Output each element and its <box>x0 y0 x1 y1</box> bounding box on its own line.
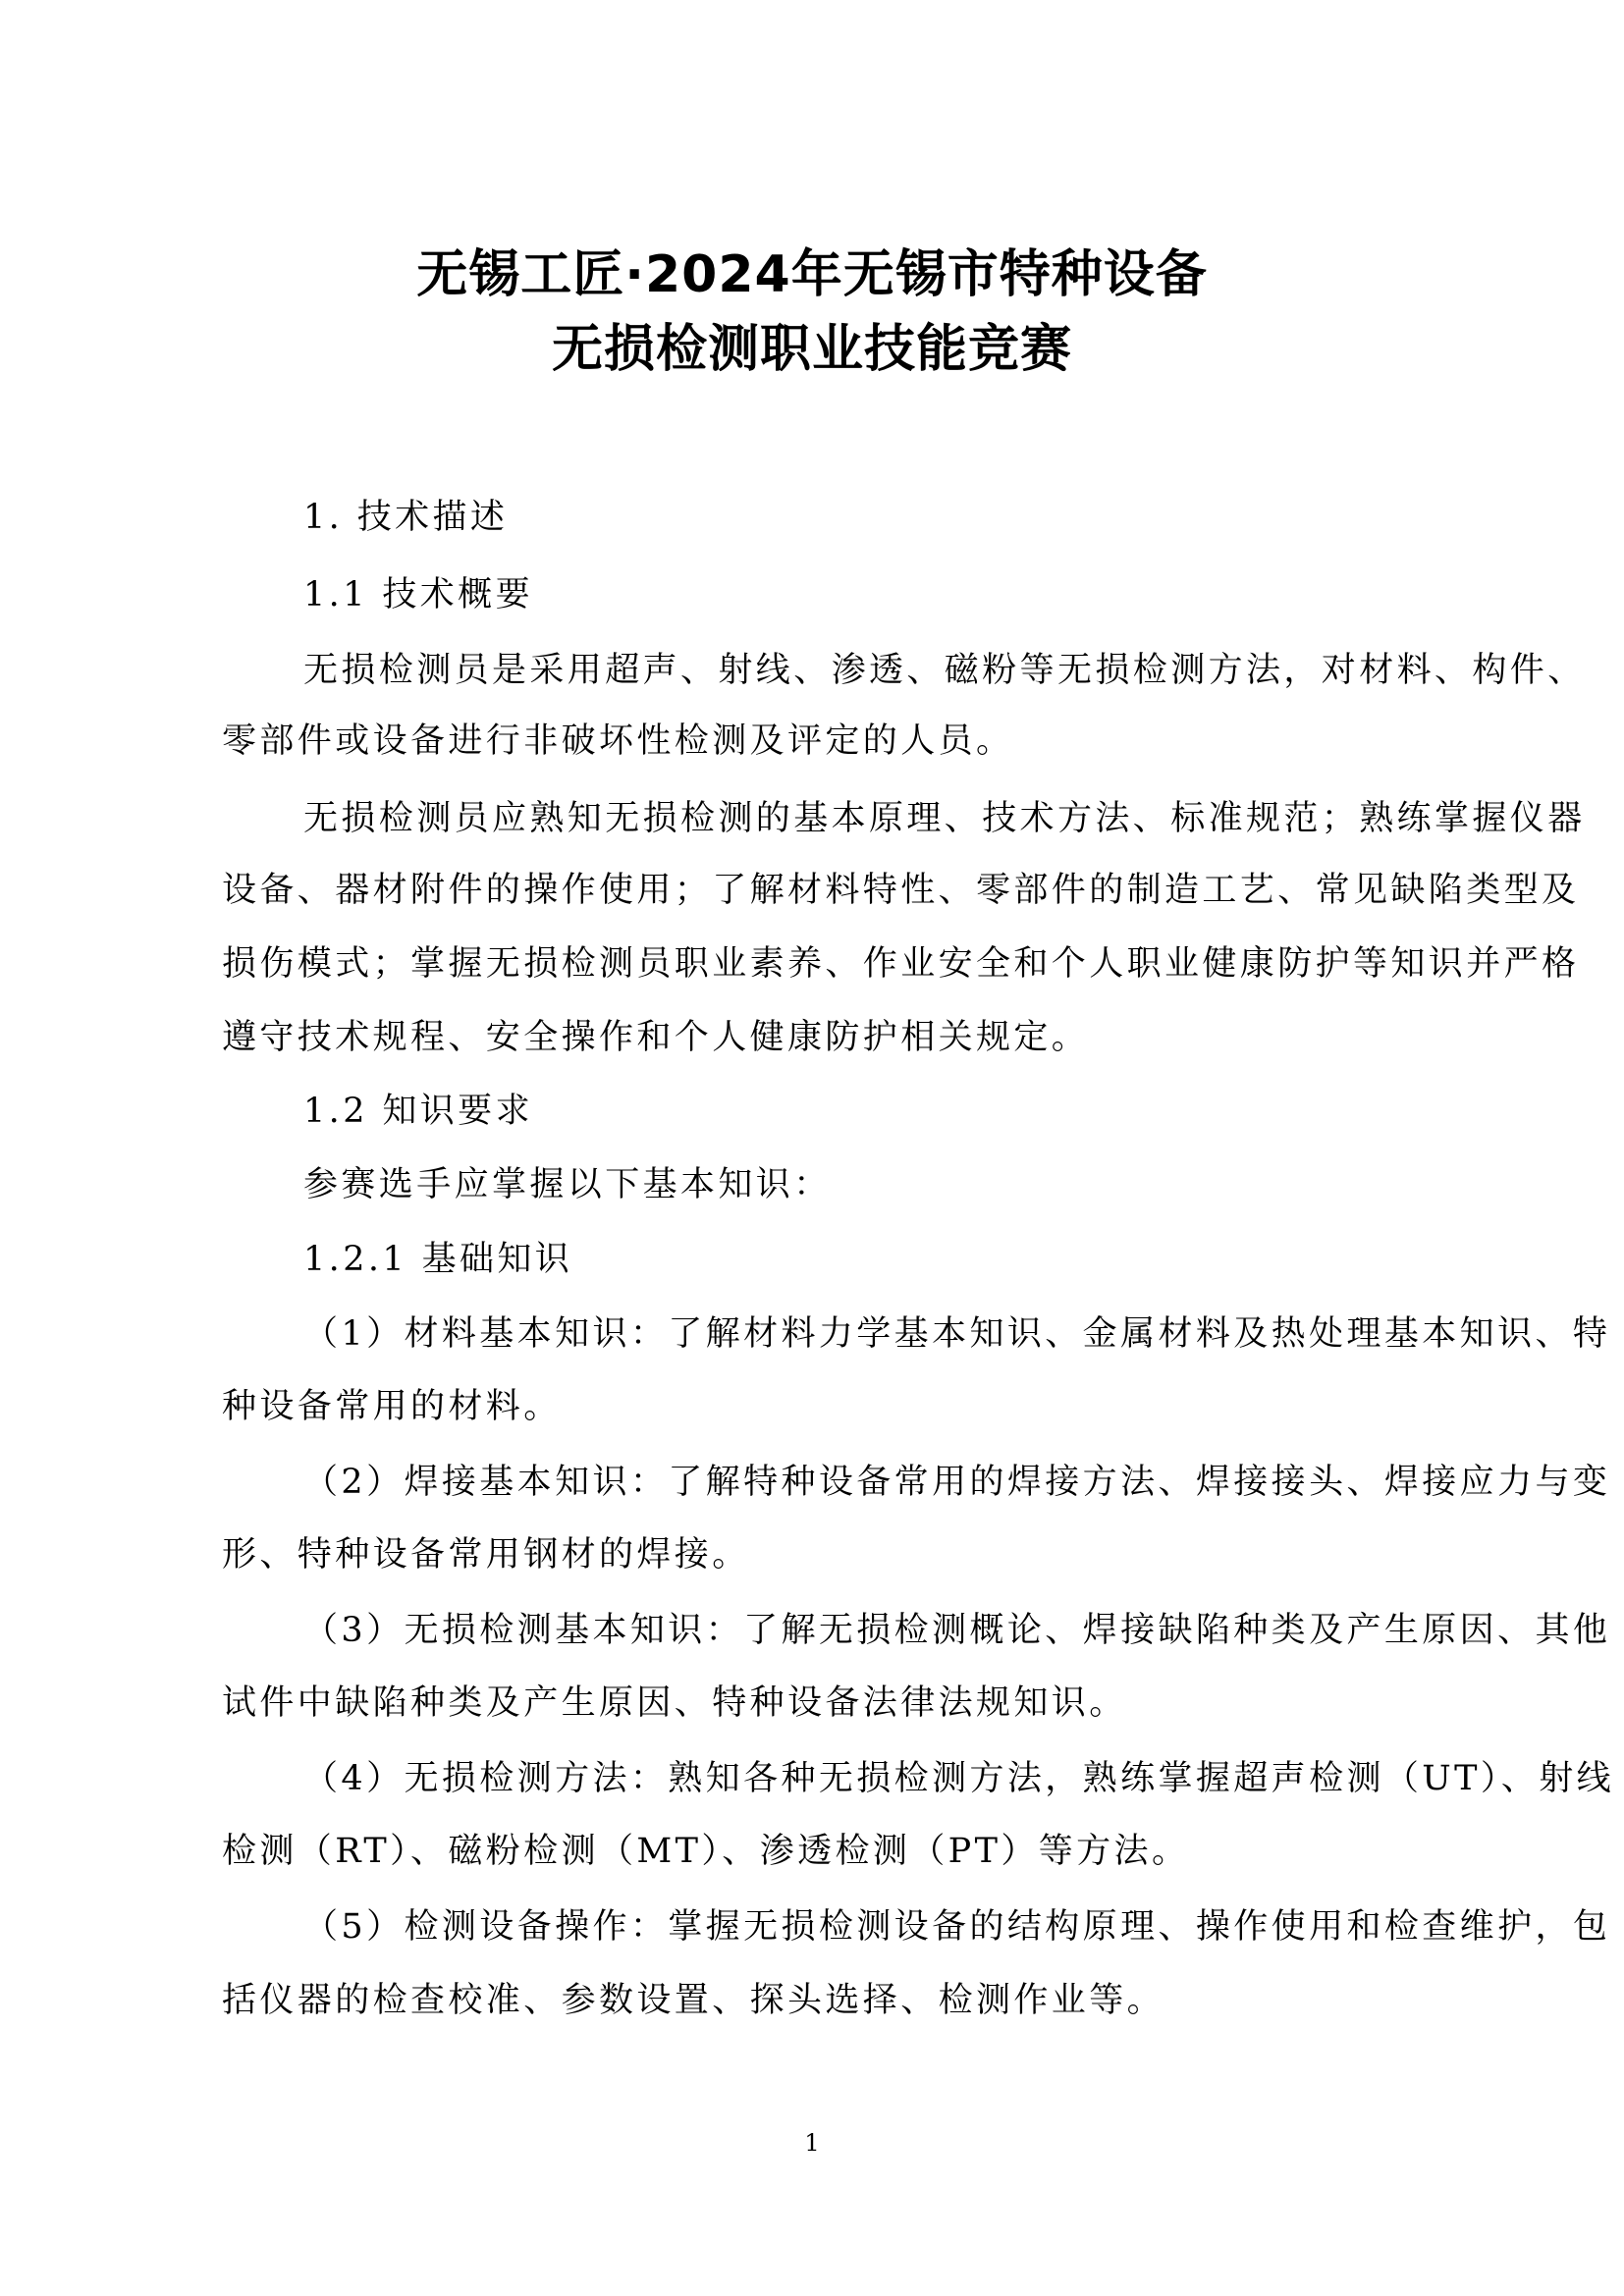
paragraph-3: 参赛选手应掌握以下基本知识： <box>303 1165 832 1204</box>
paragraph-2-line-4: 遵守技术规程、安全操作和个人健康防护相关规定。 <box>222 1018 1090 1057</box>
paragraph-2-line-2: 设备、器材附件的操作使用；了解材料特性、零部件的制造工艺、常见缺陷类型及 <box>222 871 1580 910</box>
paragraph-1-line-1: 无损检测员是采用超声、射线、渗透、磁粉等无损检测方法，对材料、构件、 <box>303 651 1586 690</box>
section-heading-1-2-1: 1.2.1 基础知识 <box>303 1240 573 1279</box>
list-item-2-line-1: （2）焊接基本知识：了解特种设备常用的焊接方法、焊接接头、焊接应力与变 <box>303 1463 1611 1502</box>
document-title-line-2: 无损检测职业技能竞赛 <box>551 320 1072 379</box>
document-title-line-1: 无锡工匠·2024年无锡市特种设备 <box>416 245 1208 304</box>
paragraph-2-line-1: 无损检测员应熟知无损检测的基本原理、技术方法、标准规范；熟练掌握仪器 <box>303 799 1586 838</box>
list-item-3-line-1: （3）无损检测基本知识：了解无损检测概论、焊接缺陷种类及产生原因、其他 <box>303 1611 1611 1650</box>
list-item-5-line-1: （5）检测设备操作：掌握无损检测设备的结构原理、操作使用和检查维护，包 <box>303 1907 1611 1947</box>
section-heading-1: 1. 技术描述 <box>303 498 509 537</box>
section-heading-1-1: 1.1 技术概要 <box>303 575 533 614</box>
list-item-5-line-2: 括仪器的检查校准、参数设置、探头选择、检测作业等。 <box>222 1981 1165 2020</box>
page-number: 1 <box>804 2129 820 2157</box>
section-heading-1-2: 1.2 知识要求 <box>303 1092 533 1131</box>
paragraph-2-line-3: 损伤模式；掌握无损检测员职业素养、作业安全和个人职业健康防护等知识并严格 <box>222 944 1580 984</box>
paragraph-1-line-2: 零部件或设备进行非破坏性检测及评定的人员。 <box>222 721 1014 761</box>
list-item-2-line-2: 形、特种设备常用钢材的焊接。 <box>222 1535 750 1575</box>
list-item-1-line-2: 种设备常用的材料。 <box>222 1387 562 1426</box>
list-item-3-line-2: 试件中缺陷种类及产生原因、特种设备法律法规知识。 <box>222 1683 1127 1723</box>
list-item-4-line-1: （4）无损检测方法：熟知各种无损检测方法，熟练掌握超声检测（UT）、射线 <box>303 1759 1615 1798</box>
list-item-1-line-1: （1）材料基本知识：了解材料力学基本知识、金属材料及热处理基本知识、特 <box>303 1314 1611 1354</box>
list-item-4-line-2: 检测（RT）、磁粉检测（MT）、渗透检测（PT）等方法。 <box>222 1832 1190 1871</box>
